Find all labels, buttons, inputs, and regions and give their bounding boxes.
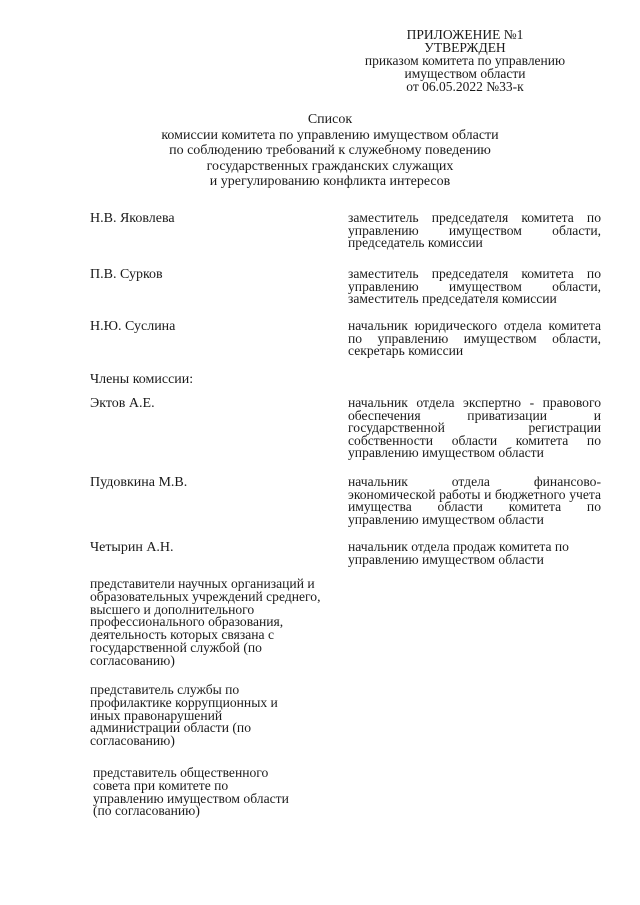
member-role: начальник юридического отдела комитета по управлению имуществом области, секретарь комиссии	[348, 318, 601, 359]
approved-label: УТВЕРЖДЕН	[424, 40, 506, 55]
representative-entry: представитель общественного совета при комитете по управлению имуществом области (по согласованию)	[93, 765, 289, 819]
member-role: начальник отдела экспертно - правового обеспечения приватизации и государственной регистрации собственности области комитета по управлению имуществом области	[348, 395, 601, 461]
document-title	[120, 112, 540, 190]
order-issuer-line: приказом комитета по управлению	[364, 53, 566, 68]
member-name: П.В. Сурков	[90, 267, 163, 282]
title-line: комиссии комитета по управлению имуществом области	[161, 127, 499, 143]
members-heading: Члены комиссии:	[90, 372, 194, 387]
member-role: начальник отдела продаж комитета по управлению имуществом области	[348, 539, 569, 567]
representative-entry: представители научных организаций и образовательных учреждений среднего, высшего и дополнительного профессионального образования, деятельность которых связана с государственной службой (по согласованию)	[90, 576, 321, 668]
member-role: заместитель председателя комитета по управлению имуществом области, председатель комиссии	[348, 210, 601, 251]
member-name: Четырин А.Н.	[90, 540, 174, 555]
order-issuer-line: имуществом области	[404, 66, 526, 81]
representative-entry: представитель службы по профилактике коррупционных и иных правонарушений администрации области (по согласованию)	[90, 682, 278, 749]
approval-header	[330, 28, 600, 93]
member-name: Эктов А.Е.	[90, 396, 155, 411]
title-line: государственных гражданских служащих	[206, 158, 454, 174]
member-name: Пудовкина М.В.	[90, 475, 188, 490]
member-name: Н.Ю. Суслина	[90, 319, 176, 334]
order-date-number: от 06.05.2022 №33-к	[406, 79, 524, 94]
member-name: Н.В. Яковлева	[90, 211, 175, 226]
title-line: и урегулированию конфликта интересов	[209, 174, 451, 189]
member-role: начальник отдела финансово-экономической работы и бюджетного учета имущества области комитета по управлению имуществом области	[348, 474, 601, 527]
appendix-number: ПРИЛОЖЕНИЕ №1	[406, 27, 524, 42]
title-line: по соблюдению требований к служебному поведению	[169, 143, 491, 158]
member-role: заместитель председателя комитета по управлению имуществом области, заместитель председателя комиссии	[348, 266, 601, 307]
title-line: Список	[307, 112, 353, 127]
